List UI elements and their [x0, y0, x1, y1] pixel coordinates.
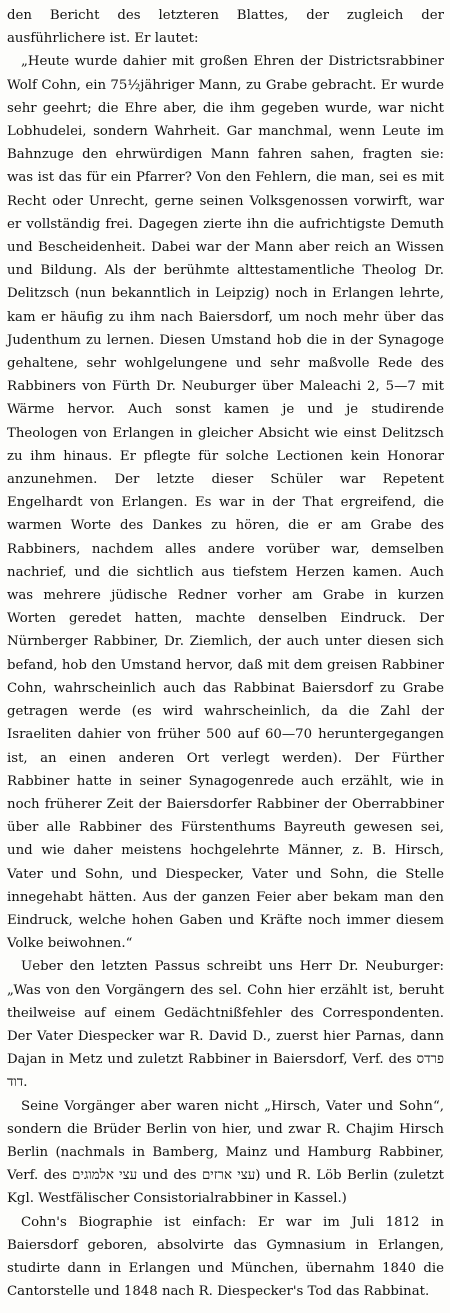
- paragraph-neuburger: Ueber den letzten Passus schreibt uns Herr Dr. Neuburger: „Was von den Vorgängern des sel. Cohn hier erzählt ist, beruht theilweise auf einem Gedächtnißfehler des Correspondenten. Der Vater Diespecker war R. David D., zuerst hier Parnas, dann Dajan in Metz und zuletzt Rabbiner in Baiersdorf, Verf. des פרדס דוד.: [7, 959, 444, 1091]
- paragraph-biography: Cohn's Biographie ist einfach: Er war im Juli 1812 in Baiersdorf geboren, absolvirte das Gymnasium in Erlangen, studirte dann in Erlangen und München, übernahm 1840 die Cantorstelle und 1848 nach R. Diespecker's Tod das Rabbinat.: [7, 1214, 444, 1300]
- paragraph-quote: „Heute wurde dahier mit großen Ehren der Districtsrabbiner Wolf Cohn, ein 75½jähriger Mann, zu Grabe gebracht. Er wurde sehr geehrt; die Ehre aber, die ihm gegeben wurde, war nicht Lobhudelei, sondern Wahrheit. Gar manchmal, wenn Leute im Bahnzuge den ehrwürdigen Mann fahren sahen, fragten sie: was ist das für ein Pfarrer? Von den Fehlern, die man, sei es mit Recht oder Unrecht, gerne seinen Volksgenossen vorwirft, war er vollständig frei. Dagegen zierte ihn die aufrichtigste Demuth und Bescheidenheit. Dabei war der Mann aber reich an Wissen und Bildung. Als der berühmte alttestamentliche Theolog Dr. Delitzsch (nun bekanntlich in Leipzig) noch in Erlangen lehrte, kam er häufig zu ihm nach Baiersdorf, um noch mehr über das Judenthum zu lernen. Diesen Umstand hob die in der Synagoge gehaltene, sehr wohlgelungene und sehr maßvolle Rede des Rabbiners von Fürth Dr. Neuburger über Maleachi 2, 5—7 mit Wärme hervor. Auch sonst kamen je und je studirende Theologen von Erlangen in gleicher Absicht wie einst Delitzsch zu ihm hinaus. Er pflegte für solche Lectionen kein Honorar anzunehmen. Der letzte dieser Schüler war Repetent Engelhardt von Erlangen. Es war in der That ergreifend, die warmen Worte des Dankes zu hören, die er am Grabe des Rabbiners, nachdem alles andere vorüber war, demselben nachrief, und die sichtlich aus tiefstem Herzen kamen. Auch was mehrere jüdische Redner vorher am Grabe in kurzen Worten geredet hatten, machte denselben Eindruck. Der Nürnberger Rabbiner, Dr. Ziemlich, der auch unter diesen sich befand, hob den Umstand hervor, daß mit dem greisen Rabbiner Cohn, wahrscheinlich auch das Rabbinat Baiersdorf zu Grabe getragen werde (es wird wahrscheinlich, da die Zahl der Israeliten dahier von früher 500 auf 60—70 heruntergegangen ist, an einen anderen Ort verlegt werden). Der Fürther Rabbiner hatte in seiner Synagogenrede auch erzählt, wie in noch früherer Zeit der Baiersdorfer Rabbiner der Oberrabbiner über alle Rabbiner des Fürstenthums Bayreuth gewesen sei, und wie daher meistens hochgelehrte Männer, z. B. Hirsch, Vater und Sohn, und Diespecker, Vater und Sohn, die Stelle innegehabt hätten. Aus der ganzen Feier aber bekam man den Eindruck, welche hohen Gaben und Kräfte noch immer diesem Volke beiwohnen.“: [7, 54, 444, 952]
- paragraph-predecessors: Seine Vorgänger aber waren nicht „Hirsch, Vater und Sohn“, sondern die Brüder Berlin von hier, und zwar R. Chajim Hirsch Berlin (nachmals in Bamberg, Mainz und Hamburg Rabbiner, Verf. des עצי אלמוגים und des עצי ארזים) und R. Löb Berlin (zuletzt Kgl. Westfälischer Consistorialrabbiner in Kassel.): [7, 1098, 444, 1207]
- paragraph-intro: den Bericht des letzteren Blattes, der zugleich der ausführlichere ist. Er lautet:: [7, 8, 444, 47]
